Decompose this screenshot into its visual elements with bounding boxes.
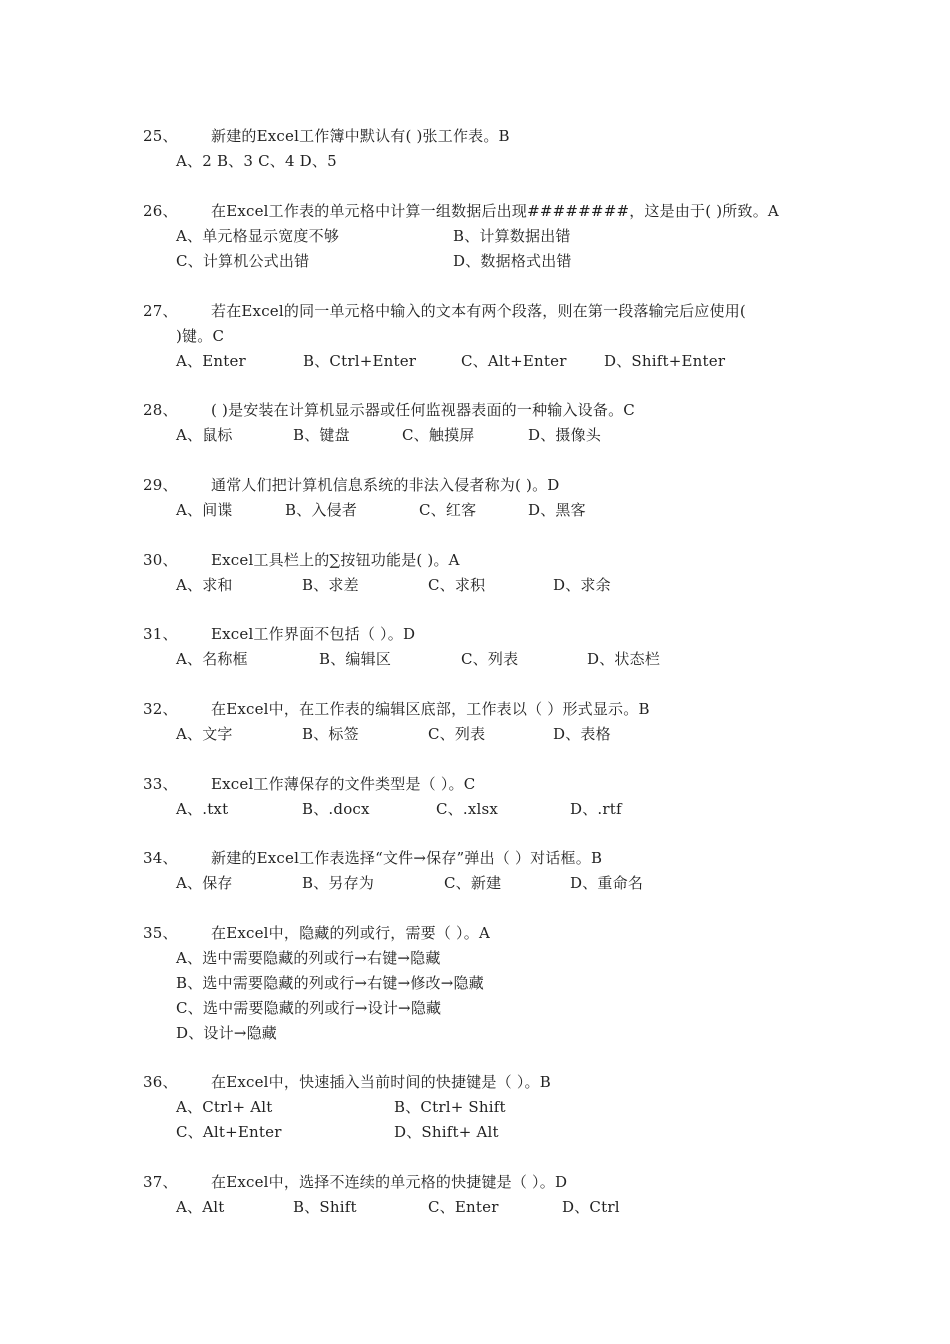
option-b: B、键盘 xyxy=(293,426,350,444)
option-d: D、数据格式出错 xyxy=(453,252,572,270)
question-29 xyxy=(143,473,823,523)
question-number: 26、 xyxy=(143,202,178,220)
option-c: C、触摸屏 xyxy=(402,426,475,444)
option-b: B、Ctrl+Enter xyxy=(303,352,417,370)
option-d: D、表格 xyxy=(553,725,611,743)
question-text: 在Excel中，选择不连续的单元格的快捷键是（ ）。D xyxy=(211,1173,568,1191)
option-d: D、.rtf xyxy=(570,800,622,818)
option-a: A、选中需要隐藏的列或行→右键→隐藏 xyxy=(176,949,441,967)
option-c: C、.xlsx xyxy=(436,800,499,818)
question-number: 33、 xyxy=(143,775,178,793)
option-b: B、求差 xyxy=(302,576,359,594)
question-number: 32、 xyxy=(143,700,178,718)
question-text: 通常人们把计算机信息系统的非法入侵者称为( )。D xyxy=(211,476,560,494)
question-text: 在Excel工作表的单元格中计算一组数据后出现########，这是由于( )所致。A xyxy=(211,202,779,220)
option-b: B、标签 xyxy=(302,725,359,743)
option-a: A、文字 xyxy=(176,725,233,743)
option-b: B、编辑区 xyxy=(319,650,392,668)
option-c: C、选中需要隐藏的列或行→设计→隐藏 xyxy=(176,999,442,1017)
question-31 xyxy=(143,622,823,672)
option-a: A、保存 xyxy=(176,874,233,892)
question-34 xyxy=(143,846,823,896)
option-a: A、Ctrl+ Alt xyxy=(176,1098,273,1116)
question-text: 在Excel中，快速插入当前时间的快捷键是（ ）。B xyxy=(211,1073,551,1091)
option-c: C、红客 xyxy=(419,501,477,519)
option-c: C、新建 xyxy=(444,874,502,892)
question-26 xyxy=(143,199,823,274)
option-c: C、计算机公式出错 xyxy=(176,252,310,270)
option-a: A、鼠标 xyxy=(176,426,233,444)
option-a: A、间谍 xyxy=(176,501,233,519)
option-a: A、求和 xyxy=(176,576,233,594)
option-a: A、名称框 xyxy=(176,650,248,668)
question-text: 在Excel中，在工作表的编辑区底部，工作表以（ ）形式显示。B xyxy=(211,700,650,718)
option-b: B、计算数据出错 xyxy=(453,227,571,245)
question-30 xyxy=(143,548,823,598)
option-d: D、重命名 xyxy=(570,874,644,892)
question-number: 37、 xyxy=(143,1173,178,1191)
question-28 xyxy=(143,398,823,448)
option-b: B、入侵者 xyxy=(285,501,358,519)
question-text: ( )是安装在计算机显示器或任何监视器表面的一种输入设备。C xyxy=(211,401,635,419)
option-d: D、求余 xyxy=(553,576,611,594)
question-number: 34、 xyxy=(143,849,178,867)
option-a: A、Enter xyxy=(176,352,246,370)
question-33 xyxy=(143,772,823,822)
question-37 xyxy=(143,1170,823,1220)
option-c: C、Alt+Enter xyxy=(176,1123,282,1141)
question-number: 25、 xyxy=(143,127,178,145)
option-c: C、列表 xyxy=(461,650,519,668)
question-35 xyxy=(143,921,823,1046)
option-d: D、Shift+Enter xyxy=(604,352,726,370)
question-text: 新建的Excel工作簿中默认有( )张工作表。B xyxy=(211,127,510,145)
question-text: Excel工具栏上的∑按钮功能是( )。A xyxy=(211,551,460,569)
options-inline: A、2 B、3 C、4 D、5 xyxy=(176,152,337,170)
option-a: A、单元格显示宽度不够 xyxy=(176,227,340,245)
option-c: C、列表 xyxy=(428,725,486,743)
question-36 xyxy=(143,1070,823,1145)
question-text-continued: )键。C xyxy=(176,327,225,345)
option-b: B、.docx xyxy=(302,800,370,818)
question-number: 30、 xyxy=(143,551,178,569)
option-c: C、Enter xyxy=(428,1198,499,1216)
option-d: D、黑客 xyxy=(528,501,586,519)
question-text: Excel工作薄保存的文件类型是（ ）。C xyxy=(211,775,476,793)
option-c: C、求积 xyxy=(428,576,486,594)
option-d: D、Shift+ Alt xyxy=(394,1123,499,1141)
question-text: 若在Excel的同一单元格中输入的文本有两个段落，则在第一段落输完后应使用( xyxy=(211,302,746,320)
question-25 xyxy=(143,124,823,174)
question-number: 29、 xyxy=(143,476,178,494)
option-a: A、Alt xyxy=(176,1198,225,1216)
option-d: D、设计→隐藏 xyxy=(176,1024,277,1042)
question-32 xyxy=(143,697,823,747)
question-number: 27、 xyxy=(143,302,178,320)
option-d: D、摄像头 xyxy=(528,426,602,444)
question-number: 31、 xyxy=(143,625,178,643)
question-number: 35、 xyxy=(143,924,178,942)
option-b: B、选中需要隐藏的列或行→右键→修改→隐藏 xyxy=(176,974,484,992)
option-d: D、状态栏 xyxy=(587,650,661,668)
option-c: C、Alt+Enter xyxy=(461,352,567,370)
option-b: B、Ctrl+ Shift xyxy=(394,1098,506,1116)
option-b: B、Shift xyxy=(293,1198,357,1216)
option-d: D、Ctrl xyxy=(562,1198,620,1216)
question-number: 36、 xyxy=(143,1073,178,1091)
option-b: B、另存为 xyxy=(302,874,375,892)
question-27 xyxy=(143,299,823,374)
question-number: 28、 xyxy=(143,401,178,419)
question-text: 新建的Excel工作表选择“文件→保存”弹出（ ）对话框。B xyxy=(211,849,603,867)
option-a: A、.txt xyxy=(176,800,229,818)
question-text: 在Excel中，隐藏的列或行，需要（ ）。A xyxy=(211,924,490,942)
question-text: Excel工作界面不包括（ ）。D xyxy=(211,625,416,643)
